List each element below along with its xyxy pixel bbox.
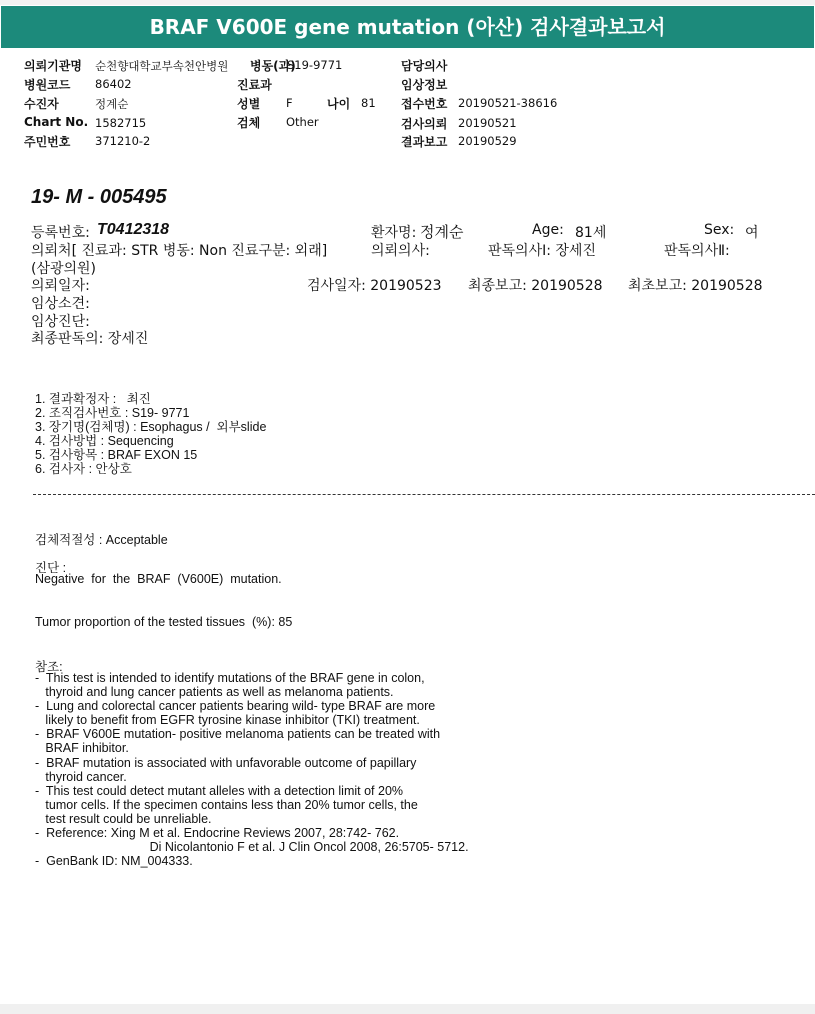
pathologist-2: 판독의사Ⅱ:	[664, 243, 730, 259]
referral-extra: (삼광의원)	[31, 261, 97, 277]
detail-line: 2. 조직검사번호 : S19- 9771	[35, 406, 190, 420]
ward-value: S19-9771	[287, 58, 343, 72]
top-strip	[0, 0, 815, 5]
hospital-code-value: 86402	[95, 77, 132, 91]
doctor-label: 담당의사	[401, 59, 448, 73]
final-pathologist: 최종판독의: 장세진	[31, 331, 149, 347]
clinical-diagnosis: 임상진단:	[31, 314, 90, 330]
sex-field-label: Sex:	[704, 222, 735, 238]
specimen-adequacy: 검체적절성 : Acceptable	[35, 533, 168, 547]
clinical-info-label: 임상정보	[401, 78, 448, 92]
age-label: 나이	[327, 97, 351, 111]
receipt-value: 20190521-38616	[458, 96, 558, 110]
reference-line: - This test could detect mutant alleles with a detection limit of 20%	[35, 784, 404, 798]
pathologist-1: 판독의사Ⅰ: 장세진	[488, 243, 596, 259]
report-title: BRAF V600E gene mutation (아산) 검사결과보고서	[1, 6, 814, 48]
reference-line: thyroid cancer.	[35, 770, 127, 784]
reference-line: - Reference: Xing M et al. Endocrine Reviews 2007, 28:742- 762.	[35, 826, 400, 840]
exam-date: 검사일자: 20190523	[307, 278, 442, 294]
patient-name-value: 정계순	[420, 223, 464, 241]
clinical-findings: 임상소견:	[31, 296, 90, 312]
referral-line: 의뢰처[ 진료과: STR 병동: Non 진료구분: 외래]	[31, 243, 328, 259]
chart-label: Chart No.	[24, 115, 89, 129]
report-date-label: 결과보고	[401, 135, 448, 149]
diagnosis-label: 진단 :	[35, 561, 67, 575]
patient-name-label: 환자명:	[371, 225, 417, 241]
sex-label: 성별	[237, 97, 261, 111]
reference-line: likely to benefit from EGFR tyrosine kinase inhibitor (TKI) treatment.	[35, 713, 420, 727]
reference-line: - GenBank ID: NM_004333.	[35, 854, 193, 868]
request-date: 의뢰일자:	[31, 278, 90, 294]
detail-line: 5. 검사항목 : BRAF EXON 15	[35, 448, 198, 462]
final-report-date: 최종보고: 20190528	[468, 278, 603, 294]
reference-line: tumor cells. If the specimen contains less than 20% tumor cells, the	[35, 798, 418, 812]
report-date-value: 20190529	[458, 134, 517, 148]
detail-line: 1. 결과확정자 : 최진	[35, 392, 151, 406]
reg-value: T0412318	[97, 221, 170, 238]
reference-line: - BRAF mutation is associated with unfavorable outcome of papillary	[35, 756, 417, 770]
bottom-strip	[0, 1004, 815, 1014]
id-label: 주민번호	[24, 135, 71, 149]
reference-line: - BRAF V600E mutation- positive melanoma patients can be treated with	[35, 727, 441, 741]
sex-field-value: 여	[745, 225, 759, 241]
reference-line: BRAF inhibitor.	[35, 741, 129, 755]
patient-label: 수진자	[24, 97, 59, 111]
referring-doctor: 의뢰의사:	[371, 243, 430, 259]
reference-line: Di Nicolantonio F et al. J Clin Oncol 2008, 26:5705- 5712.	[35, 840, 469, 854]
reference-line: - This test is intended to identify mutations of the BRAF gene in colon,	[35, 671, 425, 685]
sex-value: F	[286, 96, 293, 110]
reference-line: test result could be unreliable.	[35, 812, 212, 826]
report-number: 19- M - 005495	[31, 186, 167, 208]
reg-label: 등록번호:	[31, 225, 90, 241]
chart-value: 1582715	[95, 116, 147, 130]
reference-line: thyroid and lung cancer patients as well as melanoma patients.	[35, 685, 394, 699]
reference-label: 참조:	[35, 660, 63, 674]
tumor-proportion: Tumor proportion of the tested tissues (%): 85	[35, 615, 293, 629]
detail-line: 6. 검사자 : 안상호	[35, 462, 132, 476]
detail-line: 3. 장기명(검체명) : Esophagus / 외부slide	[35, 420, 267, 434]
specimen-value: Other	[286, 115, 319, 129]
dept-label: 진료과	[237, 78, 272, 92]
age-value: 81	[361, 96, 376, 110]
receipt-label: 접수번호	[401, 97, 448, 111]
reference-line: - Lung and colorectal cancer patients bearing wild- type BRAF are more	[35, 699, 436, 713]
request-value: 20190521	[458, 116, 517, 130]
diagnosis-value: Negative for the BRAF (V600E) mutation.	[35, 572, 282, 586]
hospital-code-label: 병원코드	[24, 78, 71, 92]
age-field-value: 81세	[575, 225, 607, 241]
ward-label: 병동(과)	[250, 59, 296, 73]
institution-label: 의뢰기관명	[24, 59, 82, 73]
id-value: 371210-2	[95, 134, 151, 148]
request-label: 검사의뢰	[401, 117, 448, 131]
specimen-label: 검체	[237, 116, 261, 130]
first-report-date: 최초보고: 20190528	[628, 278, 763, 294]
detail-line: 4. 검사방법 : Sequencing	[35, 434, 174, 448]
institution-value: 순천향대학교부속천안병원	[95, 59, 229, 73]
section-divider	[33, 494, 815, 495]
patient-value: 정계순	[95, 97, 129, 111]
age-field-label: Age:	[532, 222, 564, 238]
